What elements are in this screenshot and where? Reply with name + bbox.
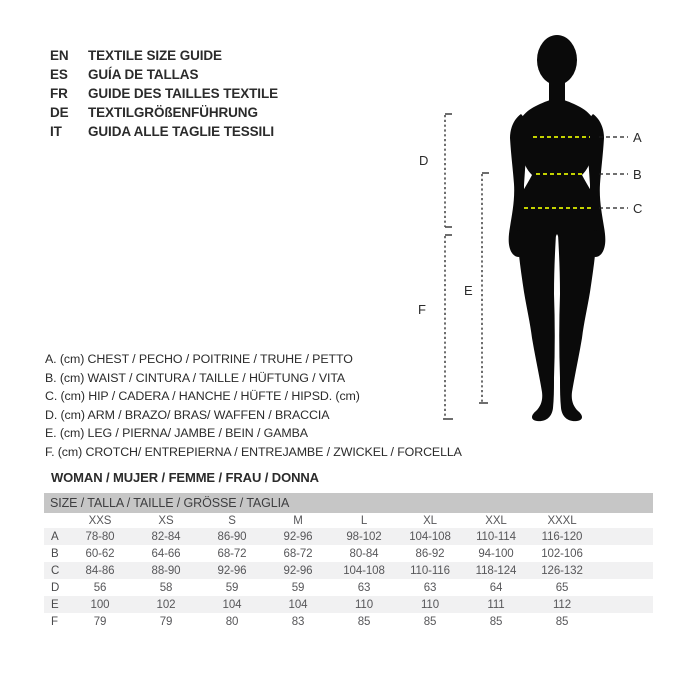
cell: 80 <box>225 615 239 628</box>
cell: 82-84 <box>151 530 181 543</box>
row-label: F <box>51 615 58 628</box>
cell: 79 <box>159 615 173 628</box>
cell: 102 <box>156 598 176 611</box>
cell: 94-100 <box>478 547 514 560</box>
label-waist-b: B <box>633 167 642 182</box>
language-code: ES <box>50 67 68 82</box>
language-row-en <box>50 46 278 65</box>
language-row-es <box>50 65 278 84</box>
measurement-legend <box>45 350 462 462</box>
label-hip-c: C <box>633 201 643 216</box>
row-label: C <box>51 564 60 577</box>
table-row-hip <box>44 562 653 579</box>
language-code: DE <box>50 105 69 120</box>
cell: 110 <box>354 598 374 611</box>
language-row-it <box>50 122 278 141</box>
cell: 56 <box>93 581 107 594</box>
col-header-s: S <box>228 514 236 527</box>
cell: 111 <box>487 598 505 611</box>
language-code: IT <box>50 124 62 139</box>
cell: 102-106 <box>541 547 583 560</box>
label-crotch-f: F <box>418 302 426 317</box>
cell: 68-72 <box>283 547 313 560</box>
legend-waist: B. (cm) WAIST / CINTURA / TAILLE / HÜFTUNG / VITA <box>45 370 346 385</box>
cell: 104 <box>222 598 242 611</box>
size-table <box>44 493 653 630</box>
legend-crotch: F. (cm) CROTCH/ ENTREPIERNA / ENTREJAMBE / ZWICKEL / FORCELLA <box>45 444 462 459</box>
table-row-waist <box>44 545 653 562</box>
cell: 85 <box>489 615 503 628</box>
cell: 85 <box>357 615 371 628</box>
cell: 86-90 <box>217 530 247 543</box>
cell: 110-114 <box>476 530 516 543</box>
cell: 86-92 <box>415 547 445 560</box>
cell: 59 <box>291 581 305 594</box>
audience-heading: WOMAN / MUJER / FEMME / FRAU / DONNA <box>51 470 319 485</box>
cell: 80-84 <box>349 547 379 560</box>
cell: 68-72 <box>217 547 247 560</box>
language-code: FR <box>50 86 68 101</box>
size-table-header-row <box>44 513 653 528</box>
cell: 104-108 <box>409 530 451 543</box>
col-header-m: M <box>293 514 303 527</box>
legend-leg: E. (cm) LEG / PIERNA/ JAMBE / BEIN / GAMBA <box>45 426 308 441</box>
row-label: A <box>51 530 59 543</box>
cell: 64-66 <box>151 547 181 560</box>
cell: 104-108 <box>343 564 385 577</box>
cell: 112 <box>552 598 572 611</box>
cell: 110 <box>420 598 440 611</box>
legend-arm: D. (cm) ARM / BRAZO/ BRAS/ WAFFEN / BRACCIA <box>45 407 330 422</box>
cell: 126-132 <box>541 564 583 577</box>
cell: 84-86 <box>85 564 115 577</box>
cell: 58 <box>159 581 173 594</box>
cell: 118-124 <box>475 564 517 577</box>
cell: 79 <box>93 615 107 628</box>
cell: 110-116 <box>410 564 450 577</box>
cell: 92-96 <box>217 564 247 577</box>
language-title: GUIDE DES TAILLES TEXTILE <box>88 86 279 101</box>
cell: 92-96 <box>283 530 313 543</box>
cell: 83 <box>291 615 305 628</box>
table-row-chest <box>44 528 653 545</box>
cell: 60-62 <box>85 547 115 560</box>
language-title: TEXTILGRÖßENFÜHRUNG <box>88 105 258 120</box>
language-list <box>50 46 278 141</box>
table-row-leg <box>44 596 653 613</box>
row-label: B <box>51 547 59 560</box>
cell: 92-96 <box>283 564 313 577</box>
cell: 100 <box>90 598 110 611</box>
cell: 104 <box>288 598 308 611</box>
cell: 88-90 <box>151 564 181 577</box>
language-row-fr <box>50 84 278 103</box>
col-header-l: L <box>360 514 368 527</box>
row-label: D <box>51 581 60 594</box>
cell: 63 <box>357 581 371 594</box>
cell: 78-80 <box>85 530 115 543</box>
cell: 85 <box>555 615 569 628</box>
col-header-xl: XL <box>423 514 437 527</box>
language-title: TEXTILE SIZE GUIDE <box>88 48 222 63</box>
cell: 64 <box>489 581 503 594</box>
col-header-xxxl: XXXL <box>547 514 577 527</box>
cell: 98-102 <box>346 530 382 543</box>
size-table-title-bar: SIZE / TALLA / TAILLE / GRÖSSE / TAGLIA <box>44 493 653 513</box>
table-row-arm <box>44 579 653 596</box>
language-title: GUÍA DE TALLAS <box>88 67 199 82</box>
cell: 85 <box>423 615 437 628</box>
language-code: EN <box>50 48 69 63</box>
label-arm-d: D <box>419 153 429 168</box>
col-header-xxl: XXL <box>485 514 507 527</box>
woman-silhouette <box>509 35 606 421</box>
cell: 65 <box>555 581 569 594</box>
legend-chest: A. (cm) CHEST / PECHO / POITRINE / TRUHE / PETTO <box>45 352 353 366</box>
col-header-xs: XS <box>158 514 174 527</box>
language-title: GUIDA ALLE TAGLIE TESSILI <box>88 124 274 139</box>
row-label: E <box>51 598 59 611</box>
legend-hip: C. (cm) HIP / CADERA / HANCHE / HÜFTE / HIPSD. (cm) <box>45 389 360 404</box>
language-row-de <box>50 103 278 122</box>
label-chest-a: A <box>633 130 642 145</box>
col-header-xxs: XXS <box>88 514 112 527</box>
label-leg-e: E <box>464 283 473 298</box>
cell: 59 <box>225 581 239 594</box>
cell: 116-120 <box>541 530 583 543</box>
table-row-crotch <box>44 613 653 630</box>
cell: 63 <box>423 581 437 594</box>
